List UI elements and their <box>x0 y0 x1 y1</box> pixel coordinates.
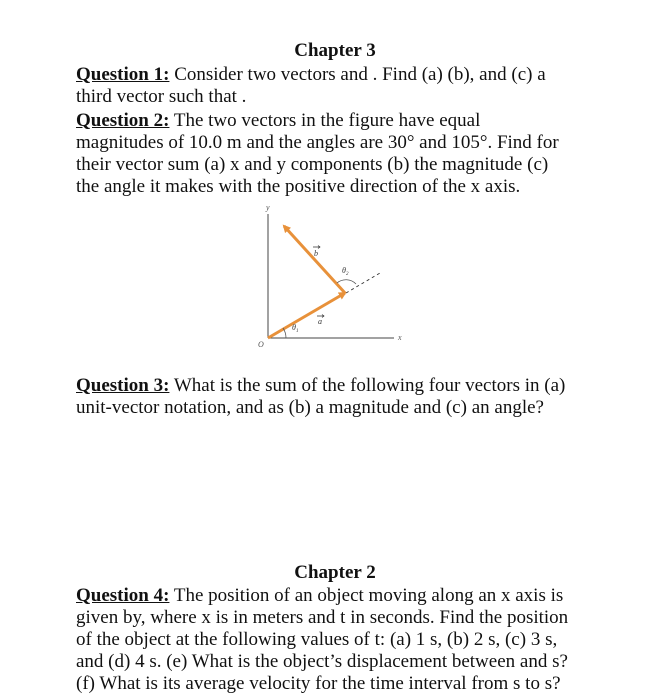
theta-2-label: $\theta_2$ <box>342 266 349 277</box>
question-1-text-line-1: Consider two vectors and . Find (a) (b), and (c) a <box>169 64 546 85</box>
chapter-2-heading: Chapter 2 <box>294 562 376 583</box>
vector-b-label: b <box>314 249 318 258</box>
question-4-text-line-1: The position of an object moving along an x axis is <box>169 585 564 606</box>
y-axis-label: y <box>266 203 270 212</box>
question-4-text-line-3: of the object at the following values of t: (a) 1 s, (b) 2 s, (c) 3 s, <box>76 629 558 650</box>
question-4-label: Question 4: <box>76 585 170 606</box>
theta-2-arc <box>337 280 356 284</box>
question-3-label: Question 3: <box>76 375 170 396</box>
question-4-text-line-4: and (d) 4 s. (e) What is the object’s displacement between and s? <box>76 651 568 672</box>
question-3-text-line-1: What is the sum of the following four vectors in (a) <box>169 375 566 396</box>
question-2 <box>76 110 616 198</box>
question-2-text-line-3: their vector sum (a) x and y components (b) the magnitude (c) <box>76 154 549 175</box>
question-3-text-line-2: unit-vector notation, and as (b) a magnitude and (c) an angle? <box>76 397 544 418</box>
vector-b-arrow <box>284 226 345 293</box>
vector-diagram <box>248 198 418 350</box>
question-1-label: Question 1: <box>76 64 170 85</box>
vector-a-extension-dashed <box>346 273 380 293</box>
theta-1-label: $\theta_1$ <box>292 323 299 334</box>
x-axis-label: x <box>398 333 402 342</box>
question-3 <box>76 375 616 419</box>
question-2-label: Question 2: <box>76 110 170 131</box>
question-4-text-line-5: (f) What is its average velocity for the time interval from s to s? <box>76 673 561 694</box>
question-2-text-line-4: the angle it makes with the positive direction of the x axis. <box>76 176 521 197</box>
question-1-text-line-2: third vector such that . <box>76 86 247 107</box>
question-4 <box>76 585 616 695</box>
vector-a-arrow <box>268 293 345 338</box>
question-4-text-line-2: given by, where x is in meters and t in seconds. Find the position <box>76 607 569 628</box>
question-1 <box>76 64 616 108</box>
chapter-3-heading: Chapter 3 <box>294 40 376 61</box>
vector-a-label: a <box>318 317 322 326</box>
question-2-text-line-1: The two vectors in the figure have equal <box>169 110 481 131</box>
question-2-text-line-2: magnitudes of 10.0 m and the angles are 30° and 105°. Find for <box>76 132 559 153</box>
origin-label: O <box>258 340 264 349</box>
